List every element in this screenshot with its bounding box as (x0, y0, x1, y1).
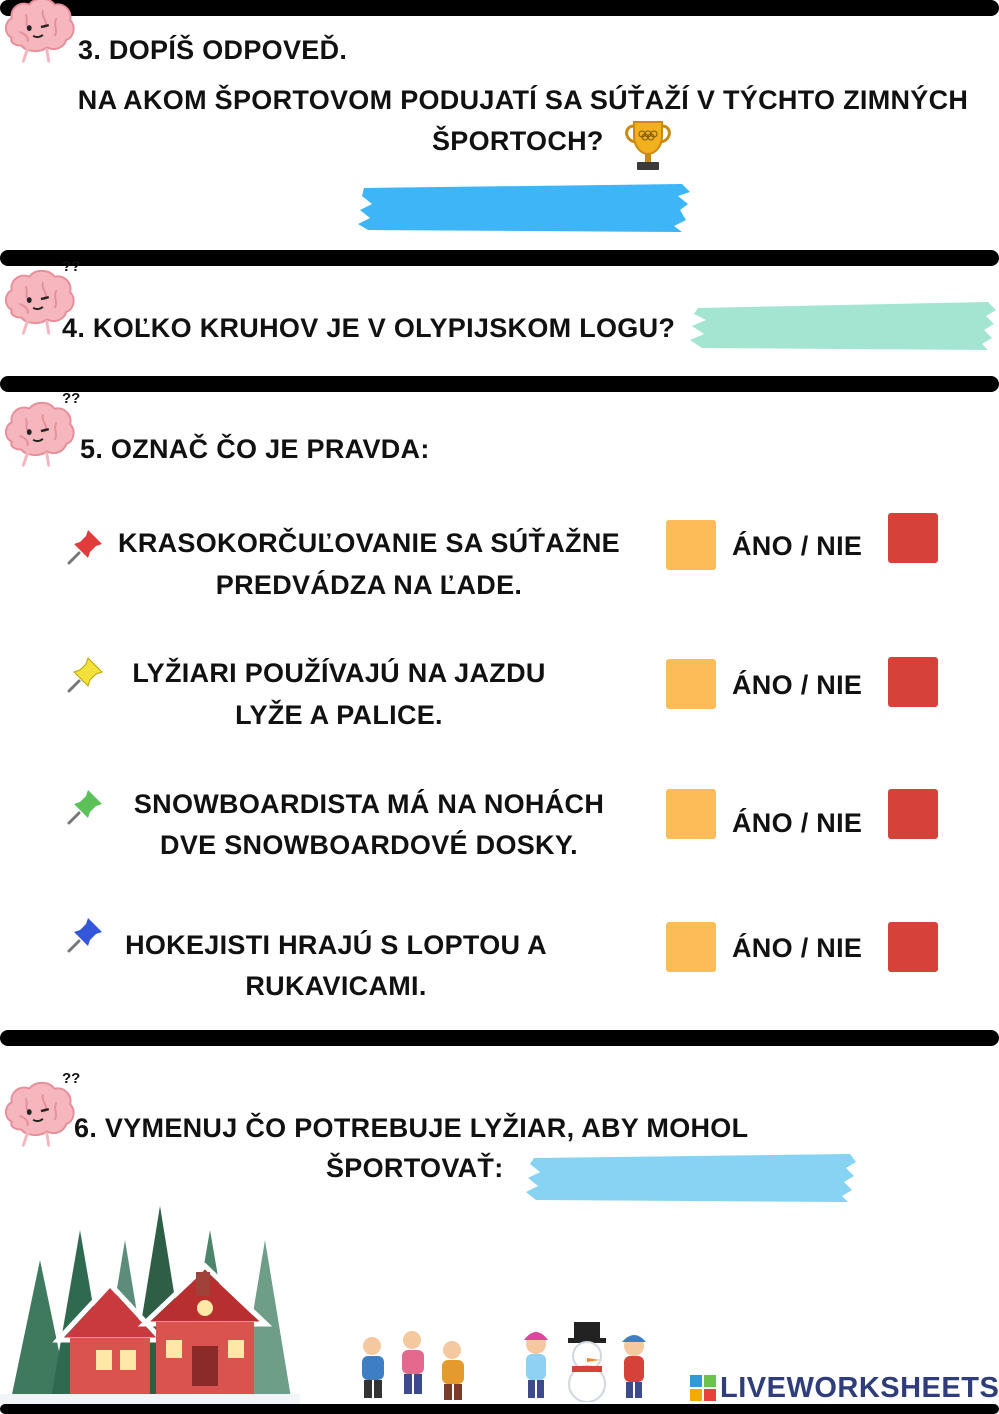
statement-4-line2: RUKAVICAMI. (245, 971, 427, 1001)
q4-answer-field[interactable] (688, 300, 998, 352)
q3-title: 3. DOPÍŠ ODPOVEĎ. (78, 35, 348, 65)
brain-icon (0, 0, 78, 66)
divider-3 (0, 1030, 999, 1046)
statement-2-line2: LYŽE A PALICE. (235, 700, 443, 730)
no-checkbox-2[interactable] (888, 657, 938, 707)
liveworksheets-logo-icon (690, 1375, 716, 1401)
brain-icon (0, 398, 78, 470)
statement-1-line2: PREDVÁDZA NA ĽADE. (215, 570, 523, 600)
snowman-and-kids-illustration (508, 1318, 662, 1402)
brain-icon (0, 1078, 78, 1150)
statement-2-line1: LYŽIARI POUŽÍVAJÚ NA JAZDU (132, 658, 546, 688)
no-checkbox-1[interactable] (888, 513, 938, 563)
yes-checkbox-4[interactable] (666, 922, 716, 972)
choice-label-2: ÁNO / NIE (732, 670, 863, 700)
choice-label-1: ÁNO / NIE (732, 531, 863, 561)
q6-question-line2: ŠPORTOVAŤ: (326, 1153, 504, 1183)
statement-3-line1: SNOWBOARDISTA MÁ NA NOHÁCH (133, 789, 605, 819)
divider-top (0, 0, 999, 16)
statement-4-line1: HOKEJISTI HRAJÚ S LOPTOU A (125, 930, 547, 960)
question-marks: ?? (62, 258, 81, 275)
children-playing-in-snow-illustration (352, 1326, 478, 1402)
q3-question-line1: NA AKOM ŠPORTOVOM PODUJATÍ SA SÚŤAŽÍ V TÝCHTO ZIMNÝCH (77, 85, 969, 115)
yes-checkbox-2[interactable] (666, 659, 716, 709)
question-marks: ?? (62, 390, 81, 407)
trophy-icon (622, 116, 674, 172)
divider-2 (0, 376, 999, 392)
yes-checkbox-3[interactable] (666, 789, 716, 839)
q6-answer-field[interactable] (524, 1152, 858, 1204)
statement-1-line1: KRASOKORČUĽOVANIE SA SÚŤAŽNE (118, 528, 620, 558)
yes-checkbox-1[interactable] (666, 520, 716, 570)
question-marks: ?? (62, 1070, 81, 1087)
no-checkbox-4[interactable] (888, 922, 938, 972)
q3-answer-field[interactable] (356, 182, 692, 234)
q4-question: 4. KOĽKO KRUHOV JE V OLYPIJSKOM LOGU? (62, 313, 676, 343)
q6-question-line1: 6. VYMENUJ ČO POTREBUJE LYŽIAR, ABY MOHOL (74, 1113, 749, 1143)
brand-text: LIVEWORKSHEETS (720, 1371, 999, 1404)
q3-question-line2: ŠPORTOCH? (432, 126, 604, 156)
divider-1 (0, 250, 999, 266)
choice-label-4: ÁNO / NIE (732, 933, 863, 963)
liveworksheets-branding (690, 1370, 999, 1406)
choice-label-3: ÁNO / NIE (732, 808, 863, 838)
no-checkbox-3[interactable] (888, 789, 938, 839)
q5-title: 5. OZNAČ ČO JE PRAVDA: (80, 434, 430, 464)
winter-village-illustration (0, 1200, 300, 1404)
statement-3-line2: DVE SNOWBOARDOVÉ DOSKY. (160, 830, 578, 860)
